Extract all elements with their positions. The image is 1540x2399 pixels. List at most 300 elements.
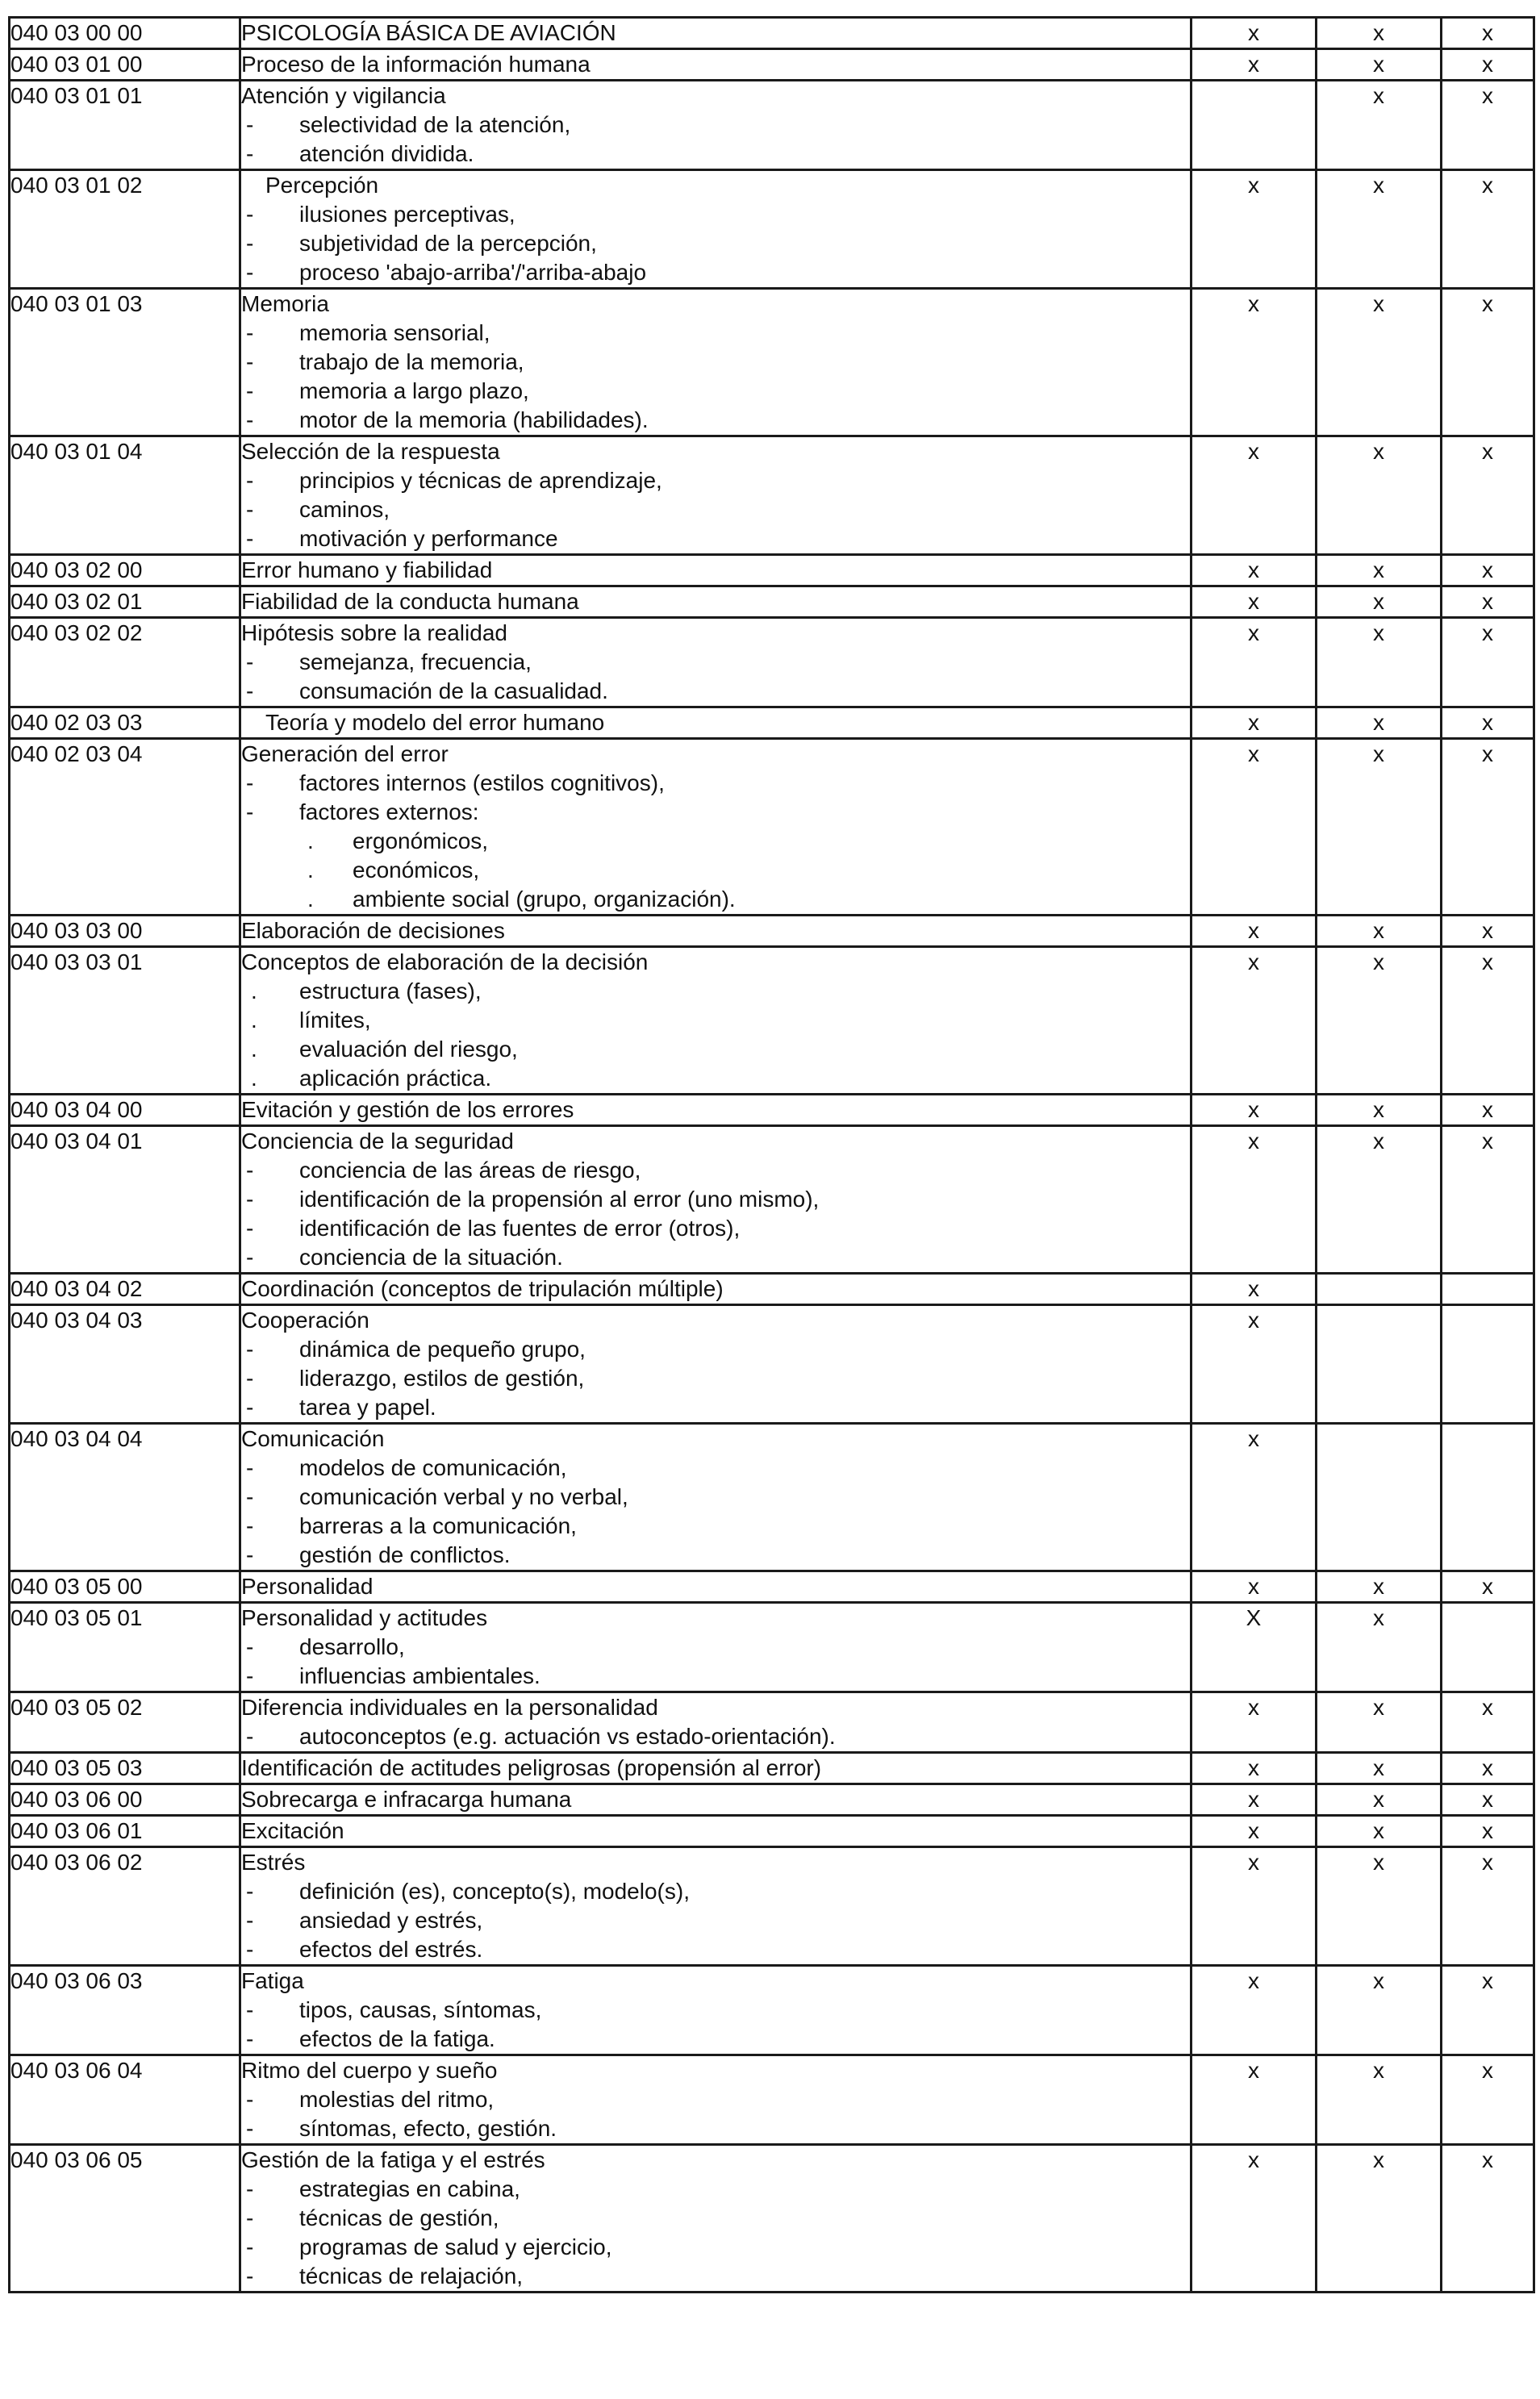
list-bullet: - <box>246 2116 254 2141</box>
applicability-mark-3: x <box>1442 1784 1534 1816</box>
list-item <box>241 258 1190 287</box>
row-title: Evitación y gestión de los errores <box>241 1097 574 1122</box>
list-item <box>241 2233 1190 2262</box>
list-bullet: - <box>246 349 254 374</box>
applicability-mark-3: x <box>1442 1126 1534 1274</box>
row-description <box>240 916 1192 947</box>
applicability-mark-2: x <box>1317 586 1442 618</box>
applicability-mark-2: x <box>1317 1847 1442 1966</box>
row-description <box>240 1692 1192 1753</box>
applicability-mark-3 <box>1442 1603 1534 1692</box>
table-row <box>10 916 1534 947</box>
list-bullet: - <box>246 2087 254 2112</box>
list-item-text: autoconceptos (e.g. actuación vs estado-orientación). <box>299 1724 836 1749</box>
list-item-text: conciencia de la situación. <box>299 1245 563 1270</box>
list-item <box>241 200 1190 229</box>
list-item-text: molestias del ritmo, <box>299 2087 495 2112</box>
list-item-text: ergonómicos, <box>353 828 489 853</box>
list-item-text: evaluación del riesgo, <box>299 1037 518 1062</box>
list-bullet: . <box>251 978 257 1003</box>
table-row <box>10 1816 1534 1847</box>
applicability-mark-2 <box>1317 1305 1442 1424</box>
applicability-mark-1: x <box>1192 289 1317 436</box>
applicability-mark-3: x <box>1442 1571 1534 1603</box>
applicability-mark-1: x <box>1192 739 1317 916</box>
row-code: 040 03 06 05 <box>10 2145 240 2293</box>
list-bullet: - <box>246 1542 254 1567</box>
table-row <box>10 739 1534 916</box>
syllabus-table <box>8 16 1535 2293</box>
row-code: 040 03 04 01 <box>10 1126 240 1274</box>
row-title: Sobrecarga e infracarga humana <box>241 1787 572 1812</box>
list-item <box>241 769 1190 798</box>
list-item-text: memoria sensorial, <box>299 320 490 345</box>
table-row <box>10 81 1534 170</box>
applicability-mark-3 <box>1442 1305 1534 1424</box>
table-row <box>10 707 1534 739</box>
row-code: 040 03 06 03 <box>10 1966 240 2055</box>
row-title: Elaboración de decisiones <box>241 918 505 943</box>
list-bullet: - <box>246 1484 254 1509</box>
row-description <box>240 1966 1192 2055</box>
row-description <box>240 18 1192 49</box>
applicability-mark-1: x <box>1192 586 1317 618</box>
applicability-mark-3 <box>1442 1424 1534 1571</box>
list-bullet: - <box>246 1937 254 1962</box>
row-description <box>240 49 1192 81</box>
list-item <box>241 1541 1190 1570</box>
list-bullet: - <box>246 202 254 227</box>
applicability-mark-2: x <box>1317 1692 1442 1753</box>
row-title: Ritmo del cuerpo y sueño <box>241 2058 498 2083</box>
list-item-text: motivación y performance <box>299 526 558 551</box>
row-description <box>240 436 1192 555</box>
applicability-mark-3: x <box>1442 49 1534 81</box>
applicability-mark-1: x <box>1192 49 1317 81</box>
row-title: Teoría y modelo del error humano <box>265 710 605 735</box>
row-description <box>240 170 1192 289</box>
applicability-mark-1: x <box>1192 1424 1317 1571</box>
row-code: 040 03 04 04 <box>10 1424 240 1571</box>
list-item <box>241 1035 1190 1064</box>
row-code: 040 03 05 00 <box>10 1571 240 1603</box>
applicability-mark-2: x <box>1317 1816 1442 1847</box>
table-row <box>10 1274 1534 1305</box>
list-item-text: ilusiones perceptivas, <box>299 202 515 227</box>
applicability-mark-1: x <box>1192 555 1317 586</box>
list-item-text: desarrollo, <box>299 1634 405 1659</box>
list-item <box>241 1877 1190 1906</box>
list-item-text: ansiedad y estrés, <box>299 1908 483 1933</box>
applicability-mark-1: x <box>1192 436 1317 555</box>
list-item <box>241 1185 1190 1214</box>
list-item-text: comunicación verbal y no verbal, <box>299 1484 628 1509</box>
row-description <box>240 618 1192 707</box>
applicability-mark-1: x <box>1192 707 1317 739</box>
list-item-text: caminos, <box>299 497 390 522</box>
row-code: 040 03 04 00 <box>10 1095 240 1126</box>
applicability-mark-3: x <box>1442 555 1534 586</box>
list-bullet: - <box>246 2026 254 2051</box>
applicability-mark-1 <box>1192 81 1317 170</box>
applicability-mark-1: x <box>1192 618 1317 707</box>
row-title: Gestión de la fatiga y el estrés <box>241 2147 545 2172</box>
row-code: 040 03 05 02 <box>10 1692 240 1753</box>
row-title: Estrés <box>241 1850 306 1875</box>
list-item <box>241 1483 1190 1512</box>
row-code: 040 03 01 04 <box>10 436 240 555</box>
row-code: 040 02 03 03 <box>10 707 240 739</box>
row-title: PSICOLOGÍA BÁSICA DE AVIACIÓN <box>241 20 616 45</box>
list-item <box>241 1633 1190 1662</box>
applicability-mark-2: x <box>1317 1966 1442 2055</box>
list-item-text: tarea y papel. <box>299 1395 436 1420</box>
list-item <box>241 1906 1190 1935</box>
row-description <box>240 1753 1192 1784</box>
applicability-mark-3: x <box>1442 18 1534 49</box>
list-bullet: - <box>246 141 254 166</box>
list-bullet: - <box>246 2205 254 2230</box>
row-title: Atención y vigilancia <box>241 83 446 108</box>
row-code: 040 03 06 01 <box>10 1816 240 1847</box>
row-title: Cooperación <box>241 1308 369 1333</box>
list-bullet: - <box>246 1158 254 1183</box>
list-item-text: factores internos (estilos cognitivos), <box>299 770 665 795</box>
list-item <box>241 1935 1190 1964</box>
applicability-mark-3: x <box>1442 1095 1534 1126</box>
list-item-text: definición (es), concepto(s), modelo(s), <box>299 1879 690 1904</box>
applicability-mark-2: x <box>1317 916 1442 947</box>
row-code: 040 02 03 04 <box>10 739 240 916</box>
applicability-mark-3: x <box>1442 1816 1534 1847</box>
row-description <box>240 1126 1192 1274</box>
applicability-mark-2: x <box>1317 707 1442 739</box>
applicability-mark-3: x <box>1442 436 1534 555</box>
applicability-mark-1: X <box>1192 1603 1317 1692</box>
list-bullet: - <box>246 799 254 824</box>
list-bullet: - <box>246 468 254 493</box>
row-description <box>240 1305 1192 1424</box>
table-row <box>10 1603 1534 1692</box>
row-description <box>240 1571 1192 1603</box>
row-code: 040 03 06 00 <box>10 1784 240 1816</box>
list-item <box>241 495 1190 524</box>
table-row <box>10 1095 1534 1126</box>
row-title: Generación del error <box>241 741 449 766</box>
list-item-text: conciencia de las áreas de riesgo, <box>299 1158 641 1183</box>
list-item-text: principios y técnicas de aprendizaje, <box>299 468 662 493</box>
list-item <box>241 1214 1190 1243</box>
list-bullet: - <box>246 1634 254 1659</box>
list-bullet: - <box>246 231 254 256</box>
list-item <box>241 1722 1190 1751</box>
row-description <box>240 2055 1192 2145</box>
applicability-mark-2: x <box>1317 739 1442 916</box>
list-item-text: factores externos: <box>299 799 479 824</box>
applicability-mark-2 <box>1317 1274 1442 1305</box>
row-code: 040 03 02 00 <box>10 555 240 586</box>
row-description <box>240 1095 1192 1126</box>
row-code: 040 03 03 01 <box>10 947 240 1095</box>
applicability-mark-3: x <box>1442 618 1534 707</box>
row-title: Personalidad <box>241 1574 374 1599</box>
applicability-mark-1: x <box>1192 1847 1317 1966</box>
row-title: Comunicación <box>241 1426 385 1451</box>
list-bullet: . <box>251 1037 257 1062</box>
list-bullet: - <box>246 1366 254 1391</box>
table-row <box>10 586 1534 618</box>
table-row <box>10 1784 1534 1816</box>
list-bullet: - <box>246 497 254 522</box>
row-description <box>240 1424 1192 1571</box>
list-item <box>241 677 1190 706</box>
list-item <box>241 2025 1190 2054</box>
list-bullet: - <box>246 1216 254 1241</box>
list-bullet: - <box>246 260 254 285</box>
row-description <box>240 1603 1192 1692</box>
row-title: Proceso de la información humana <box>241 52 591 77</box>
applicability-mark-2: x <box>1317 170 1442 289</box>
applicability-mark-1: x <box>1192 2055 1317 2145</box>
applicability-mark-1: x <box>1192 2145 1317 2293</box>
table-row <box>10 1126 1534 1274</box>
list-bullet: - <box>246 526 254 551</box>
list-item <box>241 2085 1190 2114</box>
applicability-mark-1: x <box>1192 947 1317 1095</box>
list-item-text: consumación de la casualidad. <box>299 678 608 703</box>
row-title: Diferencia individuales en la personalidad <box>241 1695 658 1720</box>
applicability-mark-3: x <box>1442 1692 1534 1753</box>
applicability-mark-2: x <box>1317 81 1442 170</box>
table-row <box>10 170 1534 289</box>
list-bullet: - <box>246 2234 254 2259</box>
table-row <box>10 49 1534 81</box>
row-code: 040 03 05 01 <box>10 1603 240 1692</box>
row-title: Identificación de actitudes peligrosas (propensión al error) <box>241 1755 822 1780</box>
list-bullet: - <box>246 2176 254 2201</box>
row-title: Fiabilidad de la conducta humana <box>241 589 579 614</box>
applicability-mark-1: x <box>1192 1816 1317 1847</box>
list-item <box>241 1335 1190 1364</box>
list-item-text: subjetividad de la percepción, <box>299 231 597 256</box>
row-description <box>240 707 1192 739</box>
applicability-mark-1: x <box>1192 1126 1317 1274</box>
row-code: 040 03 01 00 <box>10 49 240 81</box>
list-item-text: proceso 'abajo-arriba'/'arriba-abajo <box>299 260 647 285</box>
table-row <box>10 1571 1534 1603</box>
list-item-text: selectividad de la atención, <box>299 112 571 137</box>
applicability-mark-2: x <box>1317 18 1442 49</box>
applicability-mark-3: x <box>1442 739 1534 916</box>
list-item <box>241 2175 1190 2204</box>
list-bullet: - <box>246 378 254 403</box>
list-bullet: - <box>246 1879 254 1904</box>
applicability-mark-1: x <box>1192 1753 1317 1784</box>
applicability-mark-3: x <box>1442 2145 1534 2293</box>
list-item-text: semejanza, frecuencia, <box>299 649 532 674</box>
list-bullet: - <box>246 407 254 432</box>
row-description <box>240 1816 1192 1847</box>
applicability-mark-3: x <box>1442 170 1534 289</box>
list-item-text: aplicación práctica. <box>299 1066 492 1091</box>
table-row <box>10 289 1534 436</box>
applicability-mark-2: x <box>1317 1095 1442 1126</box>
table-row <box>10 2055 1534 2145</box>
list-item-text: efectos de la fatiga. <box>299 2026 495 2051</box>
applicability-mark-1: x <box>1192 1095 1317 1126</box>
list-item <box>241 1662 1190 1691</box>
list-item-text: estrategias en cabina, <box>299 2176 520 2201</box>
row-title: Memoria <box>241 291 329 316</box>
list-bullet: - <box>246 1395 254 1420</box>
list-item-text: gestión de conflictos. <box>299 1542 511 1567</box>
row-title: Excitación <box>241 1818 344 1843</box>
list-bullet: - <box>246 1513 254 1538</box>
list-item <box>241 1156 1190 1185</box>
list-item-text: memoria a largo plazo, <box>299 378 529 403</box>
applicability-mark-2: x <box>1317 436 1442 555</box>
applicability-mark-3 <box>1442 1274 1534 1305</box>
list-bullet: - <box>246 320 254 345</box>
applicability-mark-2: x <box>1317 1753 1442 1784</box>
row-description <box>240 1847 1192 1966</box>
list-item <box>241 229 1190 258</box>
list-item-text: liderazgo, estilos de gestión, <box>299 1366 585 1391</box>
row-title: Personalidad y actitudes <box>241 1605 488 1630</box>
applicability-mark-3: x <box>1442 2055 1534 2145</box>
row-title: Conceptos de elaboración de la decisión <box>241 949 649 974</box>
row-title: Conciencia de la seguridad <box>241 1129 514 1154</box>
list-item <box>241 1064 1190 1093</box>
applicability-mark-1: x <box>1192 1305 1317 1424</box>
applicability-mark-2: x <box>1317 289 1442 436</box>
applicability-mark-3: x <box>1442 916 1534 947</box>
list-item <box>241 1364 1190 1393</box>
row-code: 040 03 06 02 <box>10 1847 240 1966</box>
list-item-text: tipos, causas, síntomas, <box>299 1997 542 2022</box>
list-item <box>241 1393 1190 1422</box>
list-item <box>241 348 1190 377</box>
row-title: Hipótesis sobre la realidad <box>241 620 507 645</box>
list-item-text: programas de salud y ejercicio, <box>299 2234 612 2259</box>
applicability-mark-1: x <box>1192 1274 1317 1305</box>
list-item <box>241 524 1190 553</box>
applicability-mark-2 <box>1317 1424 1442 1571</box>
applicability-mark-3: x <box>1442 1753 1534 1784</box>
row-code: 040 03 04 03 <box>10 1305 240 1424</box>
list-item-text: estructura (fases), <box>299 978 482 1003</box>
applicability-mark-3: x <box>1442 707 1534 739</box>
table-row <box>10 947 1534 1095</box>
row-title: Error humano y fiabilidad <box>241 557 493 582</box>
row-description <box>240 739 1192 916</box>
applicability-mark-3: x <box>1442 1847 1534 1966</box>
list-bullet: - <box>246 1245 254 1270</box>
applicability-mark-3: x <box>1442 947 1534 1095</box>
row-description <box>240 586 1192 618</box>
applicability-mark-1: x <box>1192 1966 1317 2055</box>
applicability-mark-2: x <box>1317 2055 1442 2145</box>
row-title: Fatiga <box>241 1968 304 1993</box>
list-bullet: . <box>251 1008 257 1033</box>
list-item-text: trabajo de la memoria, <box>299 349 524 374</box>
list-item <box>241 377 1190 406</box>
applicability-mark-3: x <box>1442 1966 1534 2055</box>
list-bullet: - <box>246 1724 254 1749</box>
list-item <box>241 1512 1190 1541</box>
list-bullet: - <box>246 1455 254 1480</box>
list-item-text: modelos de comunicación, <box>299 1455 567 1480</box>
syllabus-rows <box>10 18 1534 2293</box>
list-item-text: motor de la memoria (habilidades). <box>299 407 649 432</box>
list-item <box>241 2204 1190 2233</box>
row-code: 040 03 04 02 <box>10 1274 240 1305</box>
list-bullet: - <box>246 1663 254 1688</box>
list-item <box>241 1996 1190 2025</box>
applicability-mark-1: x <box>1192 1571 1317 1603</box>
applicability-mark-2: x <box>1317 1126 1442 1274</box>
table-row <box>10 1692 1534 1753</box>
row-code: 040 03 02 02 <box>10 618 240 707</box>
applicability-mark-2: x <box>1317 1571 1442 1603</box>
row-code: 040 03 01 03 <box>10 289 240 436</box>
list-item-text: ambiente social (grupo, organización). <box>353 887 736 912</box>
applicability-mark-2: x <box>1317 555 1442 586</box>
applicability-mark-2: x <box>1317 1784 1442 1816</box>
applicability-mark-1: x <box>1192 18 1317 49</box>
list-bullet: - <box>246 112 254 137</box>
applicability-mark-3: x <box>1442 289 1534 436</box>
applicability-mark-2: x <box>1317 2145 1442 2293</box>
list-item-text: influencias ambientales. <box>299 1663 540 1688</box>
table-row <box>10 1305 1534 1424</box>
row-title: Coordinación (conceptos de tripulación múltiple) <box>241 1276 724 1301</box>
list-item-text: económicos, <box>353 857 480 882</box>
list-item <box>241 466 1190 495</box>
table-row <box>10 18 1534 49</box>
list-item-text: efectos del estrés. <box>299 1937 483 1962</box>
list-item-text: síntomas, efecto, gestión. <box>299 2116 557 2141</box>
applicability-mark-1: x <box>1192 1692 1317 1753</box>
table-row <box>10 1753 1534 1784</box>
row-description <box>240 81 1192 170</box>
row-code: 040 03 00 00 <box>10 18 240 49</box>
row-code: 040 03 02 01 <box>10 586 240 618</box>
list-item <box>241 1006 1190 1035</box>
list-item-text: identificación de la propensión al error (uno mismo), <box>299 1187 820 1212</box>
row-code: 040 03 03 00 <box>10 916 240 947</box>
table-row <box>10 436 1534 555</box>
list-bullet: . <box>307 887 314 912</box>
list-item <box>241 2114 1190 2143</box>
list-item <box>241 111 1190 140</box>
list-item-text: dinámica de pequeño grupo, <box>299 1337 586 1362</box>
applicability-mark-1: x <box>1192 170 1317 289</box>
list-item-text: atención dividida. <box>299 141 474 166</box>
list-item-text: identificación de las fuentes de error (otros), <box>299 1216 741 1241</box>
applicability-mark-2: x <box>1317 1603 1442 1692</box>
table-row <box>10 1847 1534 1966</box>
row-code: 040 03 05 03 <box>10 1753 240 1784</box>
list-item <box>241 856 1190 885</box>
applicability-mark-3: x <box>1442 81 1534 170</box>
list-item <box>241 885 1190 914</box>
row-title: Selección de la respuesta <box>241 439 500 464</box>
list-item <box>241 1454 1190 1483</box>
list-bullet: . <box>251 1066 257 1091</box>
list-item <box>241 319 1190 348</box>
list-bullet: - <box>246 1337 254 1362</box>
